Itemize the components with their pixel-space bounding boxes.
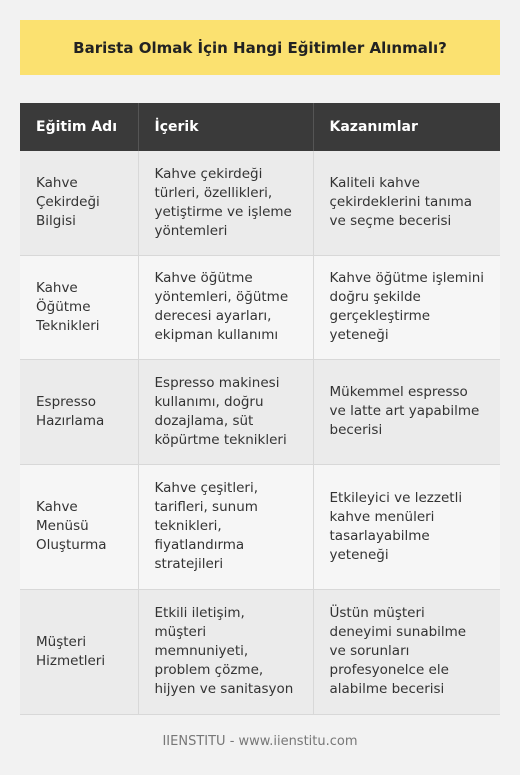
cell-gains: Kaliteli kahve çekirdeklerini tanıma ve seçme becerisi (313, 151, 500, 255)
header-gains: Kazanımlar (313, 103, 500, 151)
cell-training-name: Kahve Menüsü Oluşturma (20, 464, 138, 589)
table-row (20, 359, 500, 464)
cell-training-name: Kahve Öğütme Teknikleri (20, 255, 138, 359)
cell-gains: Üstün müşteri deneyimi sunabilme ve sorunları profesyonelce ele alabilme becerisi (313, 589, 500, 714)
header-training-name: Eğitim Adı (20, 103, 138, 151)
cell-content: Kahve öğütme yöntemleri, öğütme derecesi ayarları, ekipman kullanımı (138, 255, 313, 359)
title-banner (20, 20, 500, 75)
cell-content: Espresso makinesi kullanımı, doğru dozajlama, süt köpürtme teknikleri (138, 359, 313, 464)
cell-content: Etkili iletişim, müşteri memnuniyeti, problem çözme, hijyen ve sanitasyon (138, 589, 313, 714)
cell-gains: Mükemmel espresso ve latte art yapabilme becerisi (313, 359, 500, 464)
cell-training-name: Müşteri Hizmetleri (20, 589, 138, 714)
cell-gains: Etkileyici ve lezzetli kahve menüleri tasarlayabilme yeteneği (313, 464, 500, 589)
table-row (20, 255, 500, 359)
table-row (20, 464, 500, 589)
training-table (20, 103, 500, 715)
footer-text: IIENSTITU - www.iienstitu.com (162, 734, 358, 749)
cell-training-name: Kahve Çekirdeği Bilgisi (20, 151, 138, 255)
cell-training-name: Espresso Hazırlama (20, 359, 138, 464)
cell-content: Kahve çeşitleri, tarifleri, sunum teknikleri, fiyatlandırma stratejileri (138, 464, 313, 589)
table-row (20, 151, 500, 255)
header-content: İçerik (138, 103, 313, 151)
cell-gains: Kahve öğütme işlemini doğru şekilde gerçekleştirme yeteneği (313, 255, 500, 359)
page-title: Barista Olmak İçin Hangi Eğitimler Alınmalı? (73, 38, 447, 57)
table-header-row (20, 103, 500, 151)
table-row (20, 589, 500, 714)
cell-content: Kahve çekirdeği türleri, özellikleri, yetiştirme ve işleme yöntemleri (138, 151, 313, 255)
